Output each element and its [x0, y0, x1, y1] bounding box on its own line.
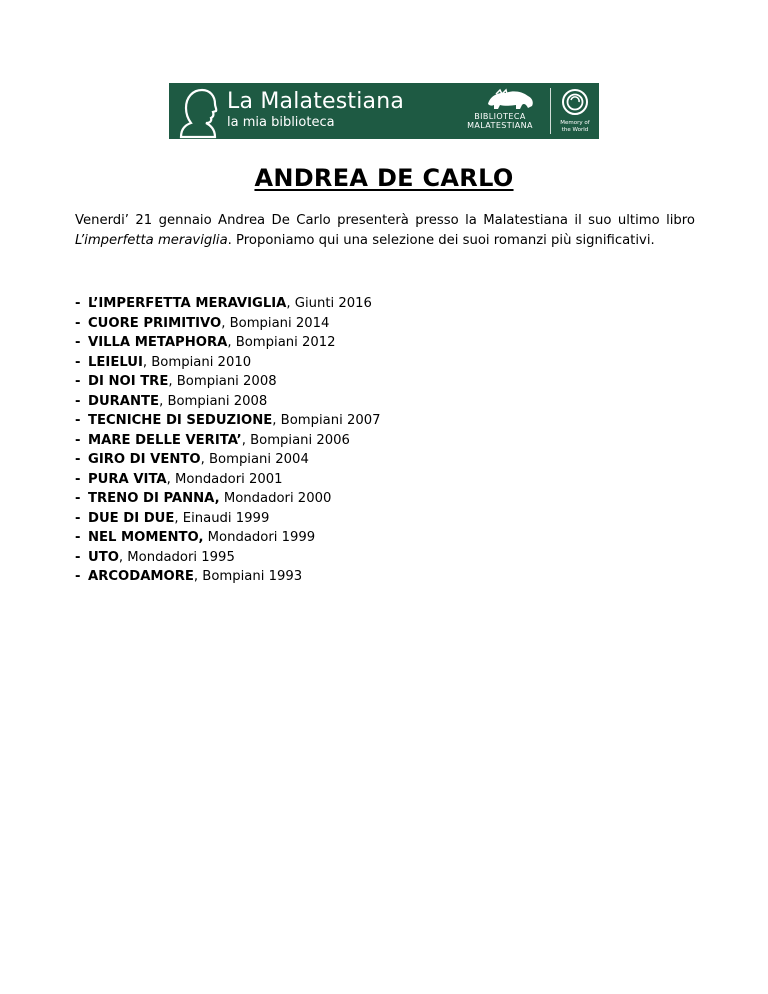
book-title: MARE DELLE VERITA’ [88, 432, 242, 448]
intro-text-end: . Proponiamo qui una selezione dei suoi romanzi più significativi. [227, 233, 655, 248]
list-bullet: - [75, 413, 81, 428]
book-title: TECNICHE DI SEDUZIONE [88, 413, 273, 428]
book-title: ARCODAMORE [88, 569, 194, 584]
book-publisher-year: , Bompiani 2008 [159, 393, 268, 409]
banner-divider [550, 88, 551, 134]
mow-line-1: Memory of [560, 120, 590, 126]
mow-line-2: the World [561, 126, 589, 133]
list-item [75, 567, 381, 587]
bust-silhouette-icon [175, 85, 221, 139]
list-bullet: - [75, 569, 81, 584]
list-item [75, 509, 381, 529]
list-item [75, 450, 381, 470]
intro-text-start: Venerdi’ 21 gennaio Andrea De Carlo presenterà presso la Malatestiana il suo ultimo libro [75, 213, 695, 228]
list-item [75, 489, 381, 509]
list-item [75, 548, 381, 568]
list-item [75, 470, 381, 490]
list-bullet: - [75, 354, 81, 370]
banner-subtitle: la mia biblioteca [227, 115, 335, 130]
book-title: L’IMPERFETTA MERAVIGLIA [88, 296, 287, 311]
book-publisher-year: , Bompiani 1993 [193, 569, 303, 584]
list-item [75, 372, 381, 392]
book-title: DURANTE [88, 393, 160, 409]
list-item [75, 314, 381, 334]
book-title: LEIELUI [88, 354, 143, 370]
list-bullet: - [75, 491, 81, 506]
list-item [75, 333, 381, 353]
library-banner [169, 83, 599, 139]
book-publisher-year: , Giunti 2016 [286, 296, 372, 311]
list-bullet: - [75, 374, 81, 389]
list-item [75, 431, 381, 451]
banner-title: La Malatestiana [227, 89, 405, 114]
book-title: GIRO DI VENTO [88, 452, 201, 467]
book-publisher-year: , Einaudi 1999 [174, 510, 270, 526]
list-bullet: - [75, 315, 81, 331]
book-publisher-year: , Mondadori 1995 [118, 549, 235, 565]
book-publisher-year: , Bompiani 2010 [142, 354, 252, 370]
book-list [75, 294, 381, 587]
list-item [75, 392, 381, 412]
book-title: CUORE PRIMITIVO [88, 315, 222, 331]
list-item [75, 294, 381, 314]
book-title: UTO [88, 549, 119, 565]
institution-line-1: BIBLIOTECA [474, 112, 526, 121]
list-bullet: - [75, 549, 81, 565]
page-title: ANDREA DE CARLO [254, 164, 514, 192]
list-item [75, 353, 381, 373]
list-bullet: - [75, 335, 81, 350]
list-bullet: - [75, 296, 81, 311]
book-publisher-year: , Bompiani 2012 [227, 335, 336, 350]
book-publisher-year: , Bompiani 2006 [241, 432, 350, 448]
list-item [75, 528, 381, 548]
book-publisher-year: Mondadori 2000 [219, 491, 332, 506]
book-title: DUE DI DUE [88, 510, 175, 526]
book-publisher-year: Mondadori 1999 [203, 530, 316, 545]
list-bullet: - [75, 393, 81, 409]
intro-book-title: L’imperfetta meraviglia [75, 233, 228, 248]
memory-of-the-world-label [555, 120, 595, 133]
book-publisher-year: , Bompiani 2008 [168, 374, 277, 389]
list-bullet: - [75, 530, 81, 545]
memory-of-the-world-icon [557, 87, 593, 119]
elephant-logo-icon [484, 88, 538, 112]
intro-paragraph [75, 211, 695, 251]
list-bullet: - [75, 432, 81, 448]
list-item [75, 411, 381, 431]
list-bullet: - [75, 471, 81, 487]
book-title: VILLA METAPHORA [88, 335, 228, 350]
institution-line-2: MALATESTIANA [467, 121, 533, 130]
list-bullet: - [75, 510, 81, 526]
book-publisher-year: , Bompiani 2014 [221, 315, 330, 331]
book-title: NEL MOMENTO, [88, 530, 204, 545]
book-title: PURA VITA [88, 471, 167, 487]
book-title: TRENO DI PANNA, [88, 491, 220, 506]
list-bullet: - [75, 452, 81, 467]
institution-name [452, 112, 548, 130]
book-publisher-year: , Mondadori 2001 [166, 471, 283, 487]
book-title: DI NOI TRE [88, 374, 169, 389]
book-publisher-year: , Bompiani 2004 [200, 452, 309, 467]
book-publisher-year: , Bompiani 2007 [272, 413, 381, 428]
